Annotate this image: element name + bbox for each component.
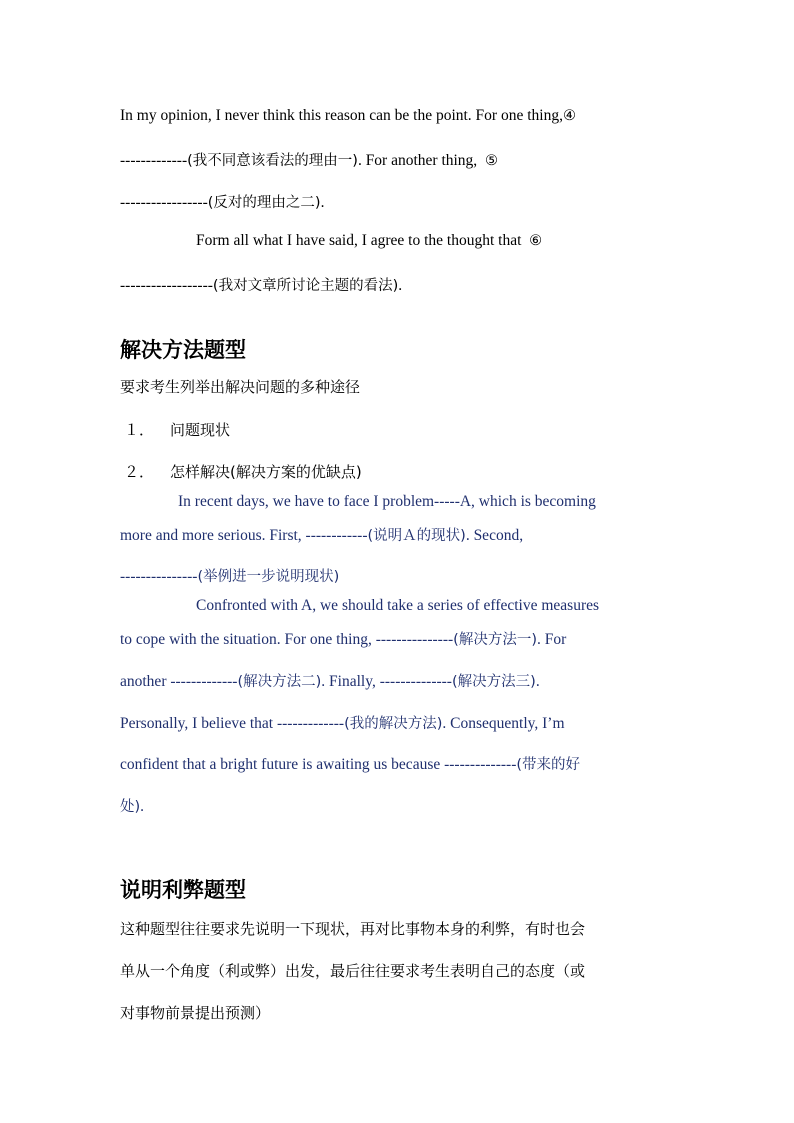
p1-line-1: In recent days, we have to face I problem-----A, which is becoming — [178, 493, 596, 510]
s3-line-2: 单从一个角度（利或弊）出发，最后往往要求考生表明自己的态度（或 — [120, 962, 586, 980]
p2-line-3-cn2: (解决方法三) — [451, 674, 536, 690]
p2-line-3 — [120, 670, 540, 691]
p2-line-1: Confronted with A, we should take a series of effective measures — [196, 597, 600, 614]
p2-line-2-end: . For — [536, 631, 567, 648]
p2-line-2-en: to cope with the situation. For one thing, --------------- — [120, 631, 454, 648]
s1-line-5-end: . — [398, 277, 403, 294]
s1-line-1 — [120, 107, 576, 125]
section-intro-solutions: 要求考生列举出解决问题的多种途径 — [120, 378, 361, 396]
s1-line-5-dash: ------------------ — [120, 277, 213, 294]
p2-line-5-cn: (带来的好 — [516, 757, 581, 773]
p2-line-3-end: . — [535, 673, 540, 690]
list-item-2-number: ２． — [124, 463, 155, 481]
p2-line-3-cn1: (解决方法二) — [237, 674, 322, 690]
list-item-1-text: 问题现状 — [170, 421, 231, 439]
section-heading-solutions: 解决方法题型 — [120, 338, 246, 362]
p2-line-2 — [120, 628, 566, 649]
s1-line-2 — [120, 149, 498, 170]
list-item-2-text: 怎样解决(解决方案的优缺点) — [170, 463, 362, 481]
s3-line-3: 对事物前景提出预测） — [120, 1004, 271, 1022]
p2-line-4-cn: (我的解决方法) — [344, 716, 443, 732]
p2-line-6 — [120, 795, 144, 816]
circled-number-6: ⑥ — [529, 233, 543, 249]
p2-line-2-cn: (解决方法一) — [453, 632, 537, 648]
s1-line-3 — [120, 191, 324, 212]
s3-line-1: 这种题型往往要求先说明一下现状，再对比事物本身的利弊，有时也会 — [120, 920, 586, 938]
p2-line-6-end: . — [140, 798, 145, 815]
p1-line-3 — [120, 565, 339, 586]
s1-line-3-end: . — [320, 194, 325, 211]
list-item-2 — [124, 461, 362, 482]
p1-line-3-dash: --------------- — [120, 568, 198, 585]
s1-line-4 — [196, 232, 542, 250]
section-heading-pros-cons: 说明利弊题型 — [120, 878, 246, 902]
p2-line-6-cn: 处) — [120, 799, 141, 815]
p1-line-2 — [120, 524, 523, 545]
p2-line-5 — [120, 753, 580, 774]
s1-line-5-cn: (我对文章所讨论主题的看法) — [212, 278, 399, 294]
s1-line-2-dash: ------------- — [120, 152, 188, 169]
s1-line-5 — [120, 274, 402, 295]
s1-line-1-text: In my opinion, I never think this reason can be the point. For one thing, — [120, 107, 563, 124]
p2-line-5-a: confident that a bright future is awaiting us because -------------- — [120, 756, 517, 773]
p2-line-3-a: another ------------- — [120, 673, 238, 690]
p1-line-2-en: more and more serious. First, ------------ — [120, 527, 368, 544]
p1-line-2-cn: (说明Ａ的现状) — [367, 528, 466, 544]
list-item-1 — [124, 419, 230, 440]
s1-line-3-dash: ----------------- — [120, 194, 208, 211]
p2-line-3-b: . Finally, -------------- — [321, 673, 452, 690]
s1-line-4-text: Form all what I have said, I agree to the thought that — [196, 232, 522, 249]
circled-number-4: ④ — [562, 108, 576, 124]
circled-number-5: ⑤ — [484, 153, 498, 169]
s1-line-2-en: . For another thing, — [357, 152, 478, 169]
p2-line-4 — [120, 712, 565, 733]
s1-line-2-cn: (我不同意该看法的理由一) — [187, 153, 358, 169]
s1-line-3-cn: (反对的理由之二) — [207, 195, 321, 211]
p1-line-2-end: . Second, — [465, 527, 524, 544]
list-item-1-number: １． — [124, 421, 155, 439]
p2-line-4-a: Personally, I believe that ------------- — [120, 715, 345, 732]
p1-line-3-cn: (举例进一步说明现状) — [197, 569, 340, 585]
p2-line-4-b: . Consequently, I’m — [442, 715, 565, 732]
